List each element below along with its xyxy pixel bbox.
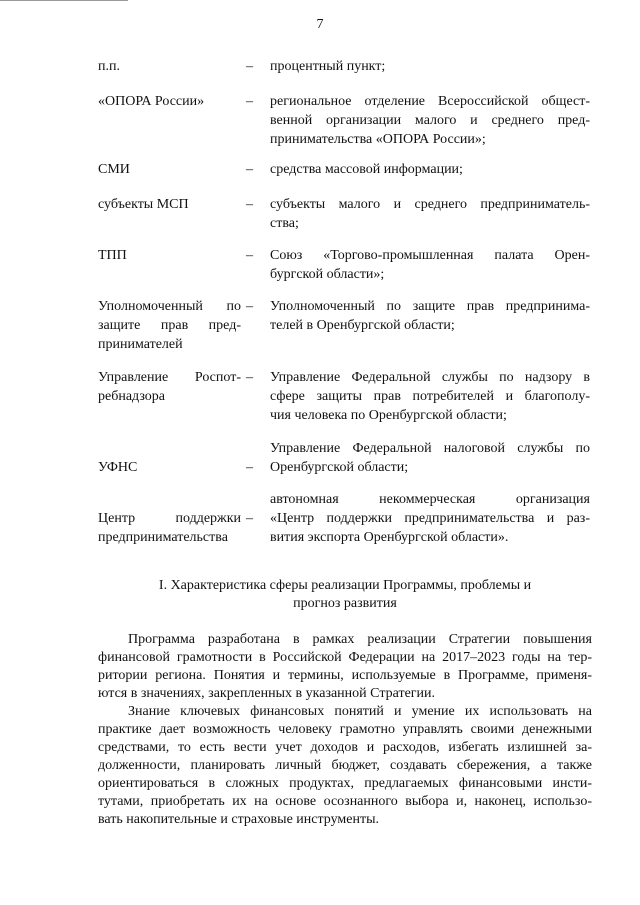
paragraph-line: практике дает возможность человеку грамотно управлять своими денежными	[98, 722, 592, 737]
paragraph-line: Программа разработана в рамках реализации Стратегии повышения	[128, 632, 592, 647]
paragraph-line: вать накопительные и страховые инструменты.	[98, 812, 379, 827]
abbreviation-dash: –	[246, 511, 253, 526]
abbreviation-dash: –	[246, 162, 253, 177]
definition-line: Союз «Торгово-промышленная палата Орен-	[270, 248, 590, 263]
term-line: ТПП	[98, 248, 127, 263]
abbreviation-definition	[270, 368, 590, 425]
top-edge-rule	[0, 0, 128, 1]
abbreviation-term	[98, 57, 241, 76]
definition-line: бургской области»;	[270, 267, 385, 282]
definition-line: средства массовой информации;	[270, 162, 463, 177]
abbreviation-dash: –	[246, 94, 253, 109]
abbreviation-term	[98, 297, 241, 354]
paragraph-line: тутами, приобретать их на основе осознанного выбора и, наконец, использо-	[98, 794, 592, 809]
abbreviation-term	[98, 160, 241, 179]
abbreviation-definition	[270, 439, 590, 477]
term-line: «ОПОРА России»	[98, 94, 205, 109]
definition-line: региональное отделение Всероссийской общест-	[270, 94, 590, 109]
heading-line: I. Характеристика сферы реализации Программы, проблемы и	[158, 578, 532, 593]
definition-line: чия человека по Оренбургской области;	[270, 408, 507, 423]
body-paragraph	[98, 703, 592, 829]
abbreviation-definition	[270, 490, 590, 547]
definition-line: субъекты малого и среднего предприниматель-	[270, 197, 590, 212]
abbreviation-dash: –	[246, 370, 253, 385]
definition-line: автономная некоммерческая организация	[270, 492, 590, 507]
page-number: 7	[316, 17, 324, 32]
term-line: субъекты МСП	[98, 197, 189, 212]
paragraph-line: долженности, планировать личный бюджет, создавать сбережения, а также	[98, 758, 592, 773]
paragraph-line: средствами, то есть вести учет доходов и расходов, избегать излишней за-	[98, 740, 592, 755]
definition-line: вития экспорта Оренбургской области».	[270, 530, 509, 545]
abbreviation-term	[98, 509, 241, 547]
abbreviation-term	[98, 92, 241, 111]
paragraph-line: ются в значениях, закрепленных в указанной Стратегии.	[98, 686, 436, 701]
abbreviation-dash: –	[246, 248, 253, 263]
definition-line: сфере защиты прав потребителей и благополу-	[270, 389, 590, 404]
definition-line: Уполномоченный по защите прав предпринима-	[270, 299, 590, 314]
term-line: Управление Роспот-	[98, 370, 241, 385]
term-line: ребнадзора	[98, 389, 165, 404]
abbreviation-term	[98, 368, 241, 406]
term-line: УФНС	[98, 460, 138, 475]
heading-line: прогноз развития	[293, 596, 397, 611]
term-line: Уполномоченный по	[98, 299, 241, 314]
definition-line: «Центр поддержки предпринимательства и раз-	[270, 511, 590, 526]
abbreviation-dash: –	[246, 59, 253, 74]
definition-line: Управление Федеральной налоговой службы по	[270, 441, 590, 456]
abbreviation-dash: –	[246, 197, 253, 212]
abbreviation-term	[98, 458, 241, 477]
definition-line: принимательства «ОПОРА России»;	[270, 132, 486, 147]
paragraph-line: финансовой грамотности в Российской Федерации на 2017–2023 годы на тер-	[98, 650, 592, 665]
abbreviation-dash: –	[246, 299, 253, 314]
paragraph-line: ориентироваться в сложных продуктах, предлагаемых финансовыми инсти-	[98, 776, 592, 791]
abbreviation-definition	[270, 246, 590, 284]
definition-line: процентный пункт;	[270, 59, 386, 74]
paragraph-line: ритории региона. Понятия и термины, используемые в Программе, применя-	[98, 668, 592, 683]
term-line: предпринимательства	[98, 530, 228, 545]
abbreviation-definition	[270, 160, 590, 179]
definition-line: Оренбургской области;	[270, 460, 409, 475]
term-line: принимателей	[98, 337, 183, 352]
abbreviation-term	[98, 246, 241, 265]
paragraph-line: Знание ключевых финансовых понятий и умение их использовать на	[128, 704, 592, 719]
body-paragraph	[98, 631, 592, 703]
definition-line: ства;	[270, 216, 299, 231]
term-line: Центр поддержки	[98, 511, 241, 526]
definition-line: телей в Оренбургской области;	[270, 318, 455, 333]
abbreviation-term	[98, 195, 241, 214]
abbreviation-definition	[270, 297, 590, 335]
section-heading	[98, 577, 592, 613]
definition-line: Управление Федеральной службы по надзору в	[270, 370, 590, 385]
term-line: СМИ	[98, 162, 130, 177]
abbreviation-definition	[270, 92, 590, 149]
abbreviation-definition	[270, 57, 590, 76]
abbreviation-definition	[270, 195, 590, 233]
definition-line: венной организации малого и среднего пред-	[270, 113, 590, 128]
abbreviation-dash: –	[246, 460, 253, 475]
term-line: п.п.	[98, 59, 120, 74]
term-line: защите прав пред-	[98, 318, 241, 333]
